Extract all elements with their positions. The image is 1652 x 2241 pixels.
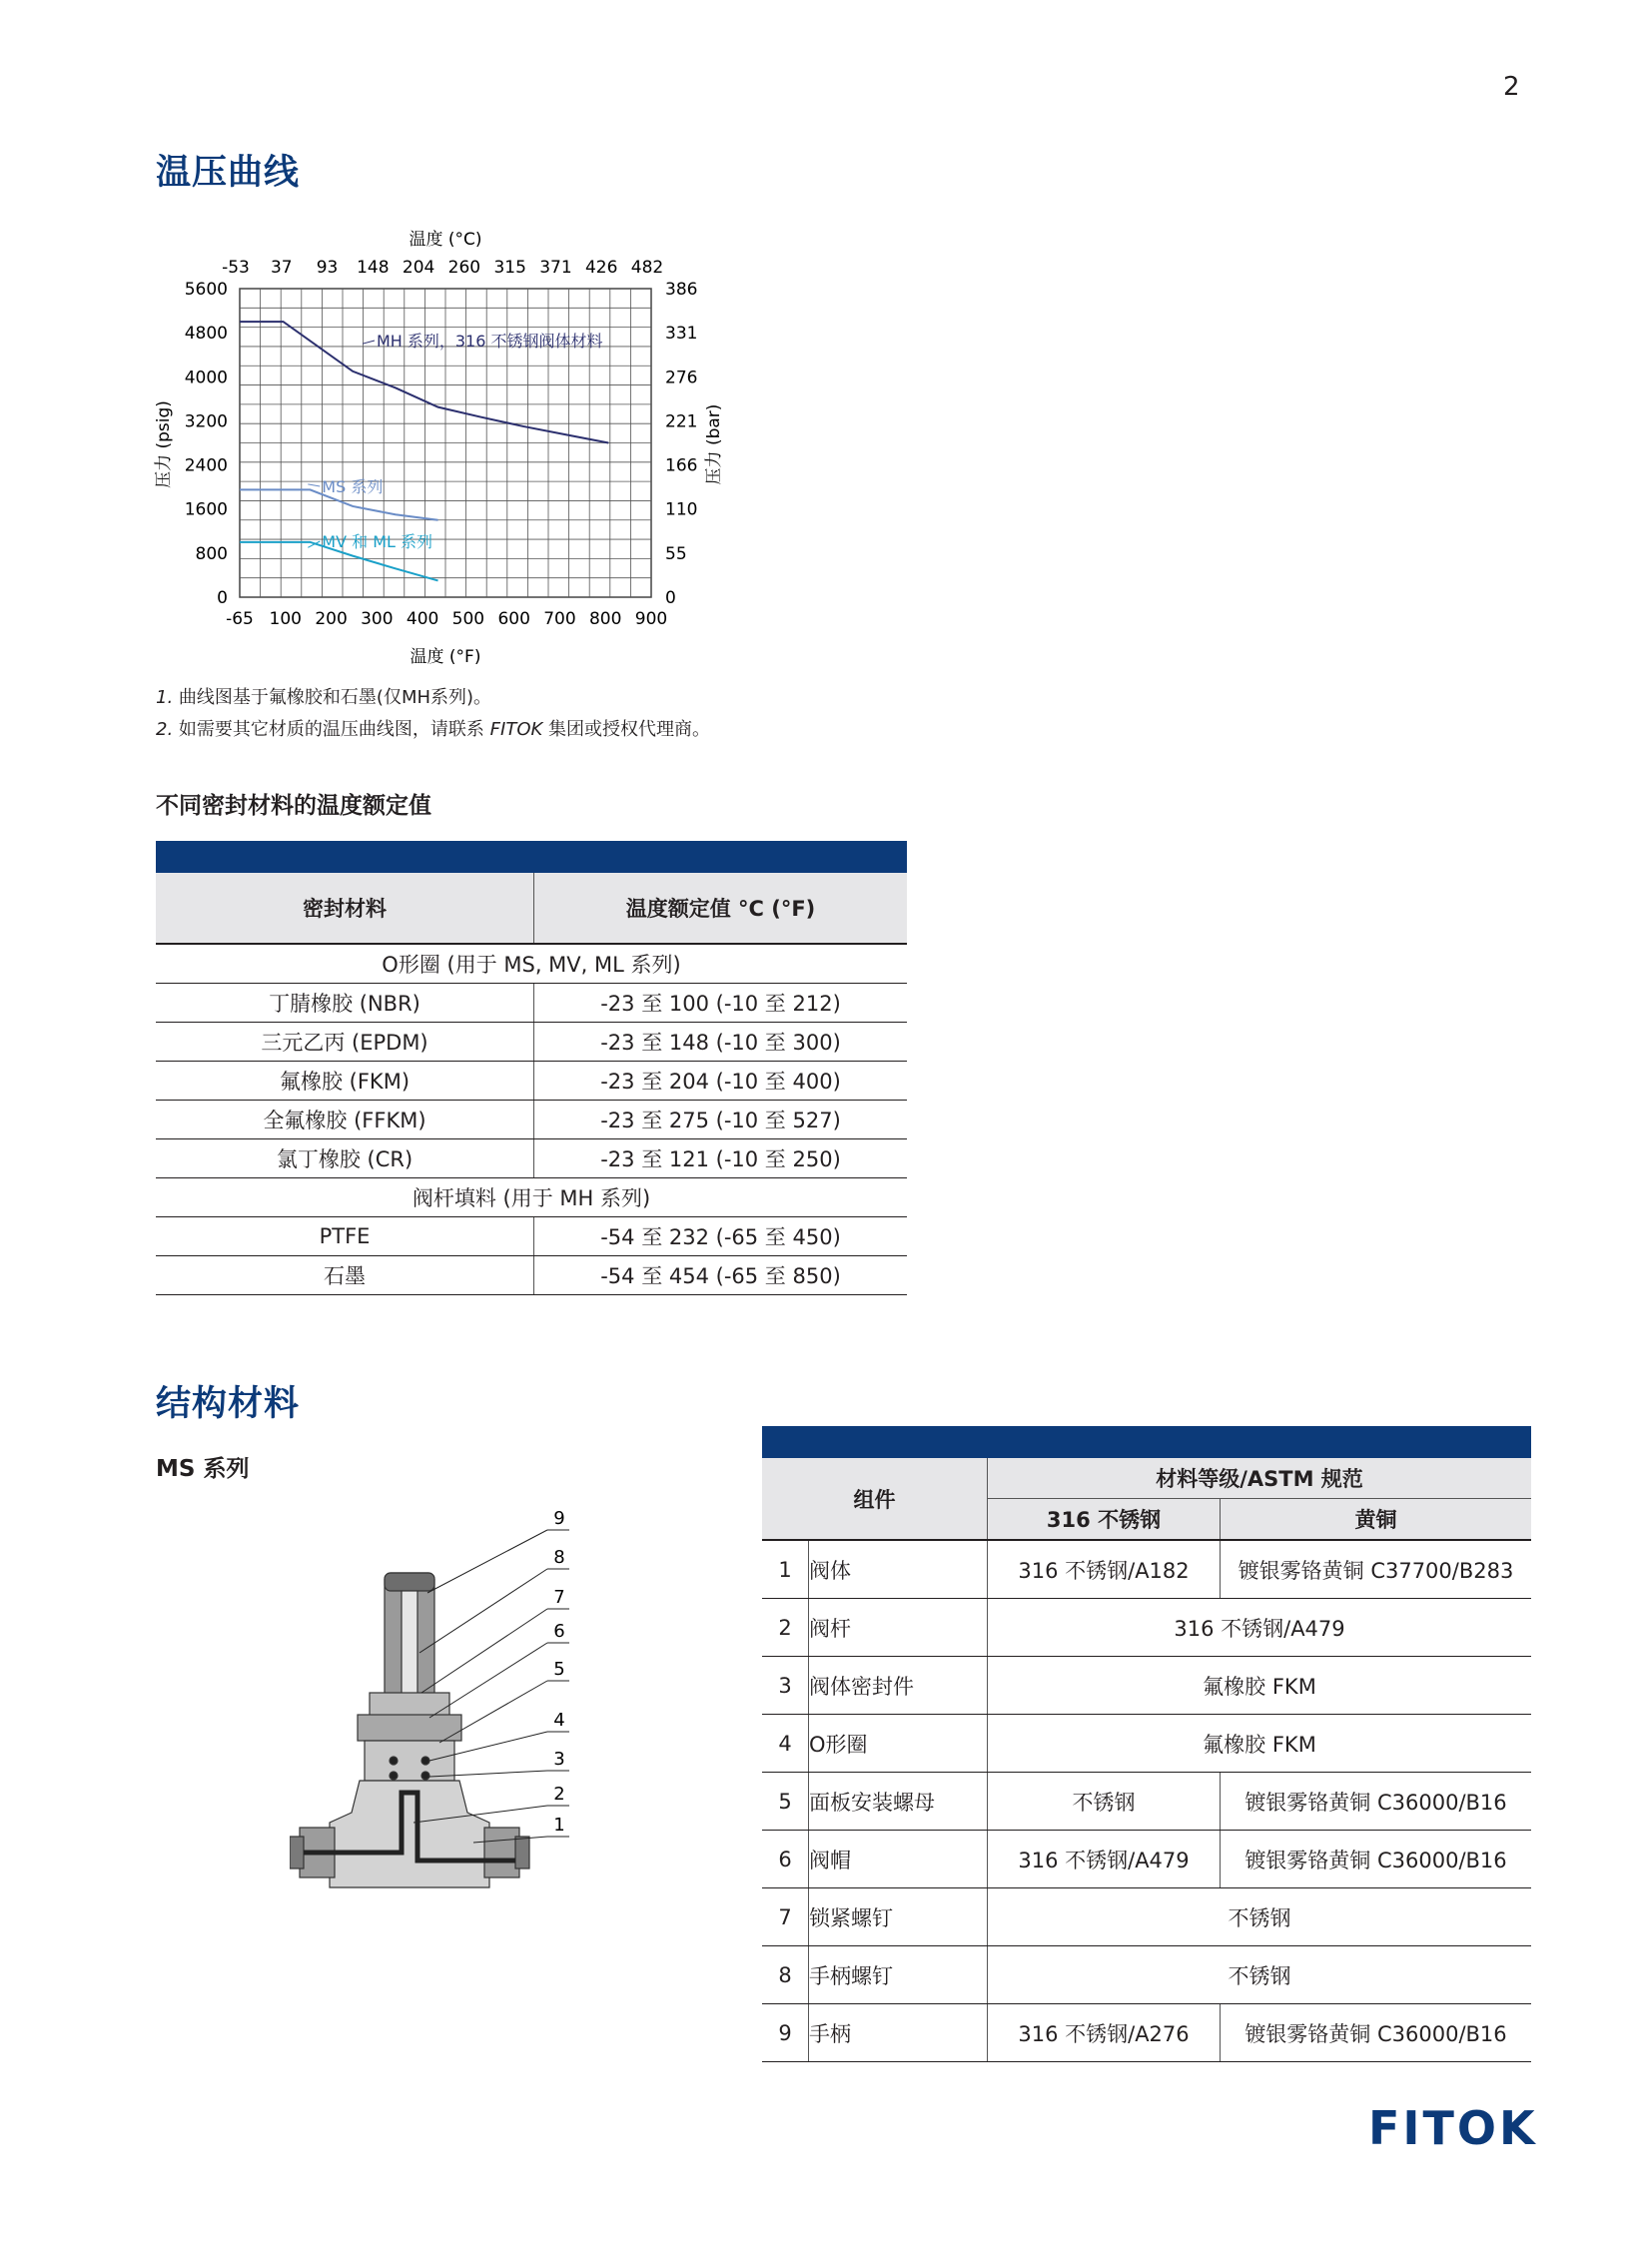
note-2-number: 2. [156,719,174,740]
seal-table-title: 不同密封材料的温度额定值 [156,793,431,819]
right-tick-label: 331 [665,324,698,345]
table-row [156,1217,907,1256]
group-label: O形圈 (用于 MS, MV, ML 系列) [156,944,907,984]
top-tick-label: 260 [447,258,481,278]
cell-material: 氟橡胶 (FKM) [156,1062,534,1101]
top-tick-label: 204 [402,258,435,278]
top-axis-title: 温度 (°C) [409,230,482,250]
section-title-pt-curve: 温压曲线 [156,153,301,193]
col-header-component: 组件 [762,1458,988,1540]
callout-line-7 [421,1609,547,1693]
left-tick-label: 1600 [184,499,228,520]
left-tick-label: 4000 [184,368,228,388]
cell-index: 5 [762,1773,809,1831]
table-header-bar [762,1426,1531,1458]
table-row [762,1715,1531,1773]
table-row [762,1946,1531,2004]
cell-component: O形圈 [809,1715,988,1773]
page-number: 2 [1503,72,1520,102]
cell-index: 7 [762,1888,809,1946]
table-header-row-1 [762,1458,1531,1499]
cell-rating: -23 至 121 (-10 至 250) [534,1139,908,1178]
cell-index: 4 [762,1715,809,1773]
callout-number-7: 7 [553,1587,565,1608]
cell-component: 手柄螺钉 [809,1946,988,2004]
cell-material-both: 不锈钢 [988,1888,1532,1946]
right-tick-label: 221 [665,411,698,432]
callout-number-4: 4 [553,1710,565,1731]
right-tick-label: 0 [665,588,676,608]
note-1 [156,683,491,709]
table-row [156,944,907,984]
right-axis-title: 压力 (bar) [704,403,724,485]
seal-temperature-table [156,841,907,1295]
bottom-tick-label: 900 [634,609,668,629]
top-tick-label: 371 [539,258,572,278]
table-row [156,1139,907,1178]
cell-component: 阀帽 [809,1831,988,1888]
cell-material-brass: 镀银雾铬黄铜 C36000/B16 [1221,1773,1532,1831]
series-subtitle: MS 系列 [156,1456,250,1482]
top-tick-label: 426 [584,258,618,278]
right-tick-label: 166 [665,455,698,476]
series-label-3: MV 和 ML 系列 [322,532,433,551]
bottom-tick-label: -65 [226,609,254,629]
cell-material-316: 316 不锈钢/A479 [988,1831,1221,1888]
table-row [762,1888,1531,1946]
callout-number-2: 2 [553,1784,565,1805]
cell-material: 三元乙丙 (EPDM) [156,1023,534,1062]
top-tick-label: 93 [316,258,339,278]
left-axis-title: 压力 (psig) [154,400,174,488]
cell-rating: -23 至 148 (-10 至 300) [534,1023,908,1062]
material-table [762,1426,1531,2062]
table-header-bar [156,841,907,873]
series-label-1: MH 系列，316 不锈钢阀体材料 [376,332,603,351]
table-row [156,1023,907,1062]
table-row [762,1540,1531,1599]
top-tick-label: 315 [493,258,526,278]
bottom-tick-label: 800 [588,609,622,629]
col-header-316: 316 不锈钢 [988,1499,1221,1541]
bottom-tick-label: 500 [451,609,485,629]
note-1-text: 曲线图基于氟橡胶和石墨(仅MH系列)。 [178,687,492,708]
cell-index: 3 [762,1657,809,1715]
note-2 [156,715,710,741]
bottom-tick-label: 400 [406,609,439,629]
top-tick-label: 37 [270,258,293,278]
table-row [762,1831,1531,1888]
table-row [762,2004,1531,2062]
note-2-text-a: 如需要其它材质的温压曲线图，请联系 [178,719,490,740]
cell-material-both: 氟橡胶 FKM [988,1657,1532,1715]
cell-rating: -54 至 454 (-65 至 850) [534,1256,908,1295]
callout-number-1: 1 [553,1815,565,1836]
cell-index: 6 [762,1831,809,1888]
section-title-materials: 结构材料 [156,1384,301,1424]
callout-number-3: 3 [553,1749,565,1770]
col-header-brass: 黄铜 [1221,1499,1532,1541]
valve-cross-section-drawing [290,1493,589,1932]
callout-number-5: 5 [553,1659,565,1680]
left-tick-label: 4800 [184,324,228,345]
cell-material-both: 氟橡胶 FKM [988,1715,1532,1773]
callout-line-9 [427,1530,547,1593]
cell-material-brass: 镀银雾铬黄铜 C37700/B283 [1221,1540,1532,1599]
left-tick-label: 3200 [184,411,228,432]
col-header-material-grade: 材料等级/ASTM 规范 [988,1458,1532,1499]
cell-material-brass: 镀银雾铬黄铜 C36000/B16 [1221,1831,1532,1888]
table-row [762,1599,1531,1657]
bottom-tick-label: 200 [315,609,348,629]
cell-component: 阀体密封件 [809,1657,988,1715]
table-row [156,1101,907,1139]
series-leader-2 [308,484,320,486]
note-1-number: 1. [156,687,174,708]
cell-material-316: 316 不锈钢/A182 [988,1540,1221,1599]
pressure-temperature-chart [140,215,739,684]
cell-material-both: 316 不锈钢/A479 [988,1599,1532,1657]
cell-component: 锁紧螺钉 [809,1888,988,1946]
chart-series [240,322,608,580]
note-2-brand: FITOK [489,719,543,740]
cell-material-316: 不锈钢 [988,1773,1221,1831]
table-row [156,1256,907,1295]
series-label-2: MS 系列 [322,477,384,496]
bottom-tick-label: 700 [543,609,576,629]
right-tick-label: 55 [665,543,687,564]
cell-index: 1 [762,1540,809,1599]
callout-number-8: 8 [553,1547,565,1568]
note-2-text-b: 集团或授权代理商。 [542,719,711,740]
table-row [156,1178,907,1217]
cell-material: 石墨 [156,1256,534,1295]
callout-line-8 [419,1569,547,1653]
right-tick-label: 110 [665,499,698,520]
cell-rating: -23 至 204 (-10 至 400) [534,1062,908,1101]
cell-material-both: 不锈钢 [988,1946,1532,2004]
cell-material: 氯丁橡胶 (CR) [156,1139,534,1178]
cell-material: 丁腈橡胶 (NBR) [156,984,534,1023]
series-leader-1 [363,341,375,344]
bottom-tick-label: 100 [269,609,303,629]
left-tick-label: 2400 [184,455,228,476]
right-tick-label: 276 [665,368,698,388]
top-tick-label: 148 [357,258,390,278]
col-header-rating: 温度额定值 °C (°F) [534,873,908,944]
bottom-axis-title: 温度 (°F) [410,647,481,667]
callout-line-6 [429,1643,547,1718]
cell-rating: -54 至 232 (-65 至 450) [534,1217,908,1256]
cell-rating: -23 至 100 (-10 至 212) [534,984,908,1023]
cell-material: 全氟橡胶 (FFKM) [156,1101,534,1139]
table-row [156,984,907,1023]
cell-rating: -23 至 275 (-10 至 527) [534,1101,908,1139]
cell-index: 8 [762,1946,809,2004]
col-header-material: 密封材料 [156,873,534,944]
bottom-tick-label: 600 [497,609,530,629]
cell-material-316: 316 不锈钢/A276 [988,2004,1221,2062]
right-tick-label: 386 [665,280,698,300]
left-tick-label: 5600 [184,280,228,300]
cell-index: 2 [762,1599,809,1657]
left-tick-label: 800 [195,543,228,564]
callout-line-5 [439,1681,547,1743]
cell-component: 手柄 [809,2004,988,2062]
top-tick-label: 482 [630,258,664,278]
table-header-row [156,873,907,944]
cell-index: 9 [762,2004,809,2062]
callout-number-9: 9 [553,1508,565,1529]
group-label: 阀杆填料 (用于 MH 系列) [156,1178,907,1217]
bottom-tick-label: 300 [361,609,394,629]
fitok-logo: FITOK [1368,2101,1538,2155]
cell-component: 阀体 [809,1540,988,1599]
table-row [762,1657,1531,1715]
table-row [156,1062,907,1101]
callout-number-6: 6 [553,1621,565,1642]
cell-material-brass: 镀银雾铬黄铜 C36000/B16 [1221,2004,1532,2062]
table-row [762,1773,1531,1831]
cell-component: 阀杆 [809,1599,988,1657]
top-tick-label: -53 [222,258,250,278]
cell-material: PTFE [156,1217,534,1256]
cell-component: 面板安装螺母 [809,1773,988,1831]
left-tick-label: 0 [217,588,228,608]
